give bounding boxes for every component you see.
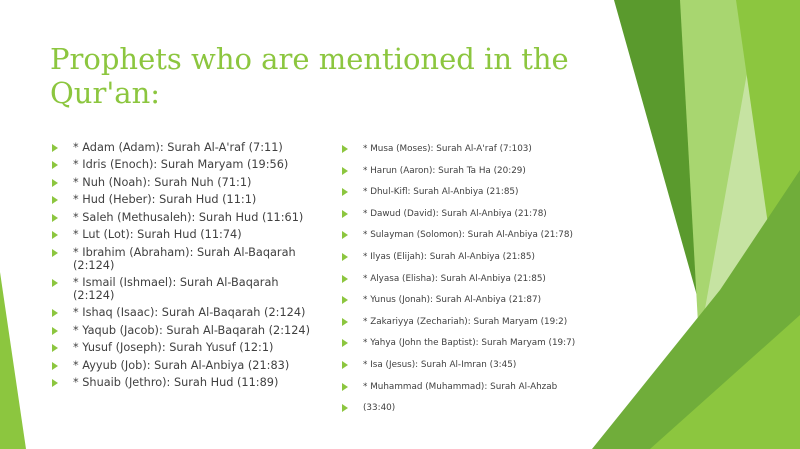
triangle-bullet-icon bbox=[342, 188, 348, 196]
list-item-text: * Musa (Moses): Surah Al-A'raf (7:103) bbox=[363, 144, 532, 154]
list-item bbox=[342, 295, 614, 306]
list-item bbox=[342, 166, 614, 177]
list-item bbox=[52, 360, 317, 373]
list-item bbox=[52, 142, 317, 155]
triangle-bullet-icon bbox=[52, 144, 58, 152]
triangle-bullet-icon bbox=[52, 249, 58, 257]
triangle-bullet-icon bbox=[342, 361, 348, 369]
list-item-text: * Ilyas (Elijah): Surah Al-Anbiya (21:85) bbox=[363, 251, 535, 262]
list-item bbox=[52, 159, 317, 172]
triangle-bullet-icon bbox=[52, 196, 58, 204]
list-item bbox=[342, 144, 614, 155]
triangle-bullet-icon bbox=[342, 231, 348, 239]
list-item-text: * Ibrahim (Abraham): Surah Al-Baqarah (2:124) bbox=[73, 245, 296, 272]
list-item bbox=[52, 342, 317, 355]
list-item-text: * Adam (Adam): Surah Al-A'raf (7:11) bbox=[73, 141, 283, 154]
triangle-bullet-icon bbox=[52, 379, 58, 387]
triangle-bullet-icon bbox=[342, 145, 348, 153]
list-item-text: * Ismail (Ishmael): Surah Al-Baqarah (2:124) bbox=[73, 275, 279, 302]
triangle-bullet-icon bbox=[342, 318, 348, 326]
triangle-bullet-icon bbox=[52, 279, 58, 287]
list-item-text: (33:40) bbox=[363, 403, 396, 414]
triangle-bullet-icon bbox=[342, 167, 348, 175]
list-item-text: * Shuaib (Jethro): Surah Hud (11:89) bbox=[73, 376, 279, 389]
list-item bbox=[342, 317, 614, 328]
list-item-text: * Yahya (John the Baptist): Surah Maryam (19:7) bbox=[363, 338, 576, 349]
list-item bbox=[342, 360, 614, 371]
triangle-bullet-icon bbox=[342, 210, 348, 218]
list-item-text: * Yusuf (Joseph): Surah Yusuf (12:1) bbox=[73, 341, 274, 355]
list-item-text: * Ishaq (Isaac): Surah Al-Baqarah (2:124) bbox=[73, 306, 306, 320]
triangle-bullet-icon bbox=[342, 253, 348, 261]
triangle-bullet-icon bbox=[52, 161, 58, 169]
list-item bbox=[52, 325, 317, 338]
list-item bbox=[52, 307, 317, 320]
list-item-text: * Ayyub (Job): Surah Al-Anbiya (21:83) bbox=[73, 358, 290, 372]
list-item bbox=[52, 229, 317, 242]
list-item bbox=[342, 230, 614, 241]
triangle-bullet-icon bbox=[52, 309, 58, 317]
left-corner-facet bbox=[0, 272, 26, 449]
triangle-bullet-icon bbox=[342, 339, 348, 347]
list-item-text: * Idris (Enoch): Surah Maryam (19:56) bbox=[73, 158, 289, 172]
list-item bbox=[52, 212, 317, 225]
list-item bbox=[52, 377, 317, 390]
list-item bbox=[342, 187, 614, 198]
list-item-text: * Dawud (David): Surah Al-Anbiya (21:78) bbox=[363, 208, 547, 219]
list-item bbox=[342, 403, 614, 414]
list-item bbox=[342, 338, 614, 349]
list-item bbox=[342, 209, 614, 220]
triangle-bullet-icon bbox=[52, 327, 58, 335]
triangle-bullet-icon bbox=[52, 214, 58, 222]
triangle-bullet-icon bbox=[52, 344, 58, 352]
list-item bbox=[52, 194, 317, 207]
list-item bbox=[342, 274, 614, 285]
list-item-text: * Zakariyya (Zechariah): Surah Maryam (19:2) bbox=[363, 316, 568, 327]
triangle-bullet-icon bbox=[342, 296, 348, 304]
list-item-text: * Sulayman (Solomon): Surah Al-Anbiya (21:78) bbox=[363, 230, 573, 241]
slide-title: Prophets who are mentioned in the Qur'an: bbox=[50, 42, 569, 110]
list-item bbox=[342, 252, 614, 263]
triangle-bullet-icon bbox=[52, 362, 58, 370]
list-item-text: * Hud (Heber): Surah Hud (11:1) bbox=[73, 193, 257, 207]
list-item-text: * Lut (Lot): Surah Hud (11:74) bbox=[73, 228, 242, 242]
triangle-bullet-icon bbox=[52, 179, 58, 187]
list-item-text: * Muhammad (Muhammad): Surah Al-Ahzab bbox=[363, 381, 558, 392]
list-item bbox=[52, 177, 317, 190]
list-item-text: * Nuh (Noah): Surah Nuh (71:1) bbox=[73, 175, 252, 189]
triangle-bullet-icon bbox=[342, 404, 348, 412]
right-prophet-list bbox=[342, 144, 614, 425]
list-item-text: * Dhul-Kifl: Surah Al-Anbiya (21:85) bbox=[363, 187, 519, 198]
list-item-text: * Alyasa (Elisha): Surah Al-Anbiya (21:85) bbox=[363, 273, 546, 284]
triangle-bullet-icon bbox=[342, 275, 348, 283]
list-item bbox=[52, 247, 317, 272]
left-prophet-list bbox=[52, 142, 317, 394]
list-item bbox=[52, 277, 317, 302]
triangle-bullet-icon bbox=[342, 383, 348, 391]
triangle-bullet-icon bbox=[52, 231, 58, 239]
list-item-text: * Harun (Aaron): Surah Ta Ha (20:29) bbox=[363, 165, 526, 176]
list-item-text: * Isa (Jesus): Surah Al-Imran (3:45) bbox=[363, 359, 517, 370]
list-item-text: * Yunus (Jonah): Surah Al-Anbiya (21:87) bbox=[363, 295, 542, 306]
list-item-text: * Saleh (Methusaleh): Surah Hud (11:61) bbox=[73, 210, 304, 224]
list-item bbox=[342, 382, 614, 393]
list-item-text: * Yaqub (Jacob): Surah Al-Baqarah (2:124) bbox=[73, 323, 311, 337]
